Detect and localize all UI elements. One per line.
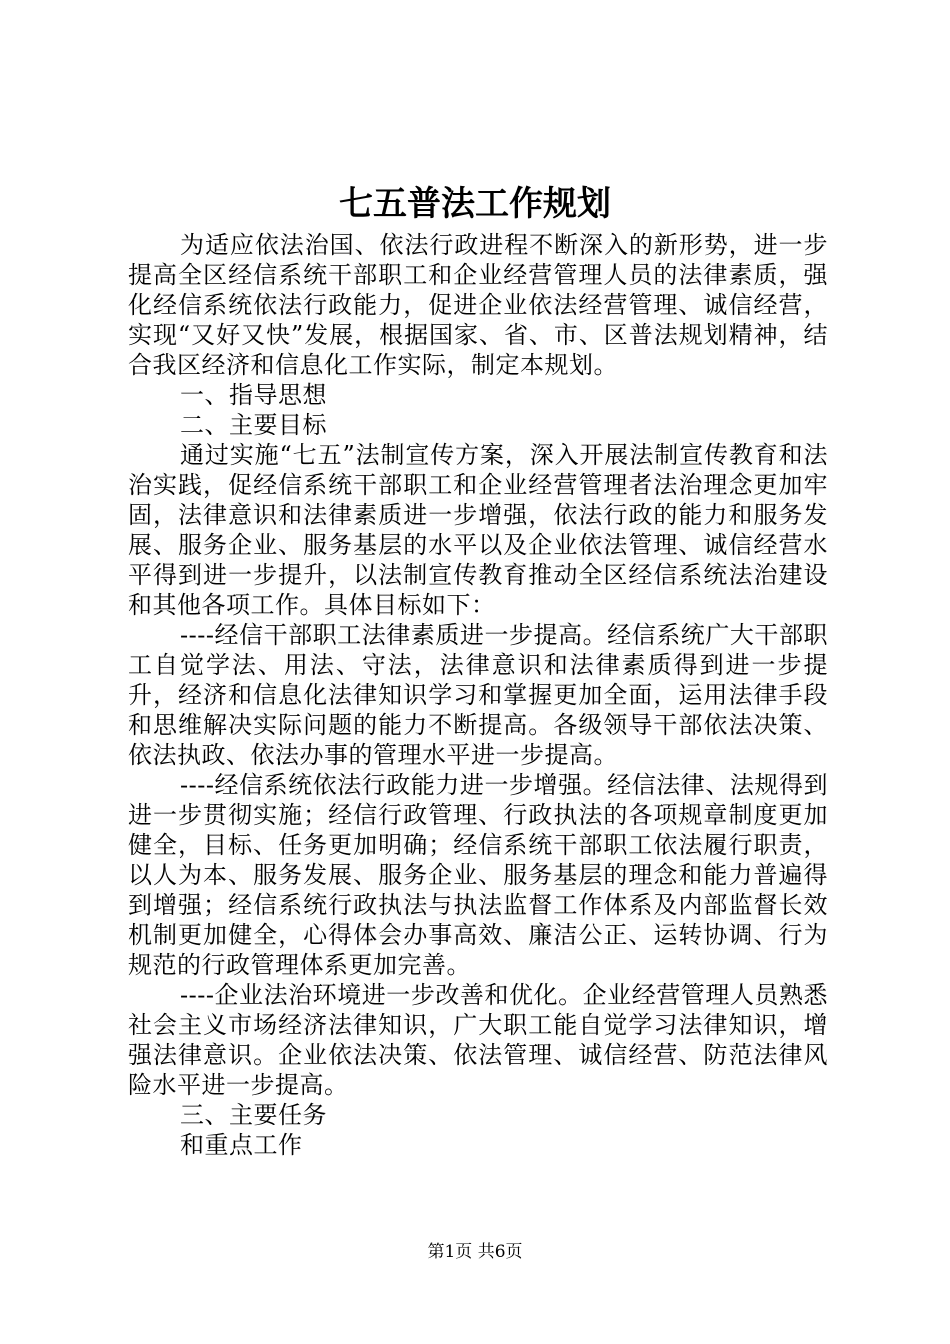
paragraph-goal-legal-quality: ----经信干部职工法律素质进一步提高。经信系统广大干部职工自觉学法、用法、守法，法律意识和法律素质得到进一步提升，经济和信息化法律知识学习和掌握更加全面，运用法律手段和思维解决实际问题的能力不断提高。各级领导干部依法决策、依法执政、依法办事的管理水平进一步提高。: [128, 621, 828, 769]
paragraph-goal-enterprise: ----企业法治环境进一步改善和优化。企业经营管理人员熟悉社会主义市场经济法律知识，广大职工能自觉学习法律知识，增强法律意识。企业依法决策、依法管理、诚信经营、防范法律风险水平进一步提高。: [128, 981, 828, 1099]
document-title: 七五普法工作规划: [339, 184, 611, 224]
document-body: [128, 230, 828, 1160]
section-heading-main-goals: 二、主要目标: [180, 411, 327, 439]
paragraph-intro: 为适应依法治国、依法行政进程不断深入的新形势，进一步提高全区经信系统干部职工和企业经营管理人员的法律素质，强化经信系统依法行政能力，促进企业依法经营管理、诚信经营，实现“又好又快”发展，根据国家、省、市、区普法规划精神，结合我区经济和信息化工作实际，制定本规划。: [128, 231, 828, 379]
paragraph-goals-overview: 通过实施“七五”法制宣传方案，深入开展法制宣传教育和法治实践，促经信系统干部职工和企业经营管理者法治理念更加牢固，法律意识和法律素质进一步增强，依法行政的能力和服务发展、服务企业、服务基层的水平以及企业依法管理、诚信经营水平得到进一步提升，以法制宣传教育推动全区经信系统法治建设和其他各项工作。具体目标如下：: [128, 441, 828, 619]
section-heading-guiding-ideology: 一、指导思想: [180, 381, 327, 409]
section-heading-key-work: 和重点工作: [180, 1131, 303, 1159]
paragraph-goal-administration: ----经信系统依法行政能力进一步增强。经信法律、法规得到进一步贯彻实施；经信行政管理、行政执法的各项规章制度更加健全，目标、任务更加明确；经信系统干部职工依法履行职责，以人为本、服务发展、服务企业、服务基层的理念和能力普遍得到增强；经信系统行政执法与执法监督工作体系及内部监督长效机制更加健全，心得体会办事高效、廉洁公正、运转协调、行为规范的行政管理体系更加完善。: [128, 771, 828, 979]
section-heading-main-tasks: 三、主要任务: [180, 1101, 327, 1129]
page-footer: 第1页 共6页: [427, 1242, 523, 1262]
